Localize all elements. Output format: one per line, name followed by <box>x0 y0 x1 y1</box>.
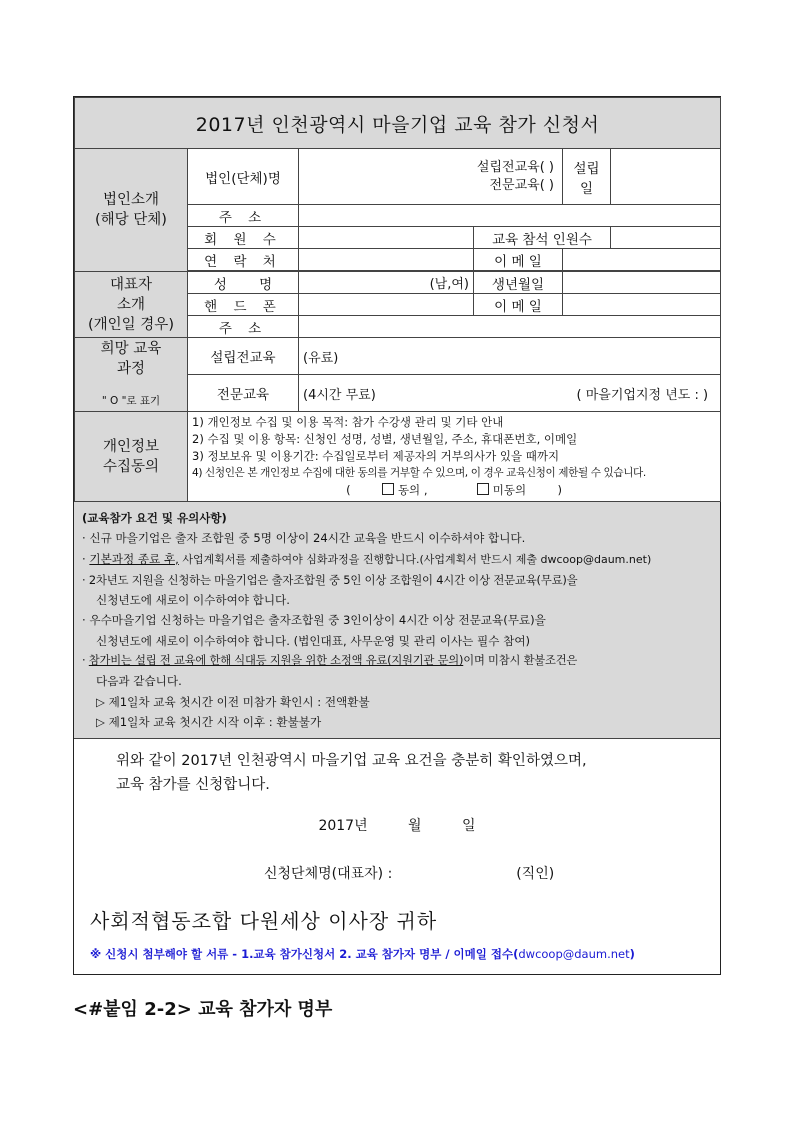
note-line: 신청년도에 새로이 이수하여야 합니다. (법인대표, 사무운영 및 관리 이사는 필수 참여) <box>96 633 531 648</box>
privacy-section-label: 개인정보 수집동의 <box>75 412 188 502</box>
disagree-checkbox[interactable] <box>477 483 489 495</box>
declaration <box>74 738 720 974</box>
disagree-label: 미동의 <box>492 483 527 497</box>
pre-course-label: 설립전교육 <box>188 338 299 375</box>
refund-rule: ▷ 제1일차 교육 첫시간 이전 미참가 확인시 : 전액환불 <box>96 694 370 709</box>
corp-address-field[interactable] <box>299 205 721 227</box>
gender-option[interactable]: (남,여) <box>429 277 469 292</box>
rep-address-label: 주 소 <box>188 316 299 338</box>
declaration-line: 위와 같이 2017년 인천광역시 마을기업 교육 요건을 충분히 확인하였으며, <box>116 753 587 770</box>
privacy-item: 4) 신청인은 본 개인정보 수집에 대한 동의를 거부할 수 있으며, 이 경우 교육신청이 제한될 수 있습니다. <box>192 467 646 479</box>
privacy-item: 3) 정보보유 및 이용기간: 수집일로부터 제공자의 거부의사가 있을 때까지 <box>192 449 560 463</box>
applicant-signature <box>86 863 708 883</box>
note-line: · 기본과정 종료 후, 사업계획서를 제출하여야 심화과정을 진행합니다.(사업계획서 반드시 제출 dwcoop@daum.net) <box>82 551 652 566</box>
corp-name-field[interactable] <box>299 149 563 205</box>
privacy-item: 2) 수집 및 이용 항목: 신청인 성명, 성별, 생년월일, 주소, 휴대폰번호, 이메일 <box>192 432 578 446</box>
birth-field[interactable] <box>563 272 721 294</box>
refund-rule: ▷ 제1일차 교육 첫시간 시작 이후 : 환불불가 <box>96 714 322 729</box>
application-date[interactable]: 2017년 월 일 <box>318 818 476 835</box>
notes-heading: (교육참가 요건 및 유의사항) <box>82 511 227 525</box>
rep-name-label: 성 명 <box>188 272 299 294</box>
pro-course-label: 전문교육 <box>188 375 299 412</box>
corp-section-label: 법인소개 (해당 단체) <box>75 149 188 272</box>
designation-year: ( 마을기업지정 년도 : ) <box>576 387 709 403</box>
corp-name-label: 법인(단체)명 <box>188 149 299 205</box>
note-line: · 우수마을기업 신청하는 마을기업은 출자조합원 중 3인이상이 4시간 이상 전문교육(무료)을 <box>82 613 546 628</box>
rep-section-label: 대표자 소개 (개인일 경우) <box>75 272 188 338</box>
pro-course-field[interactable] <box>299 375 721 412</box>
pre-course-fee: (유료) <box>303 350 339 366</box>
pro-course-fee: (4시간 무료) <box>303 387 376 403</box>
form-title: 2017년 인천광역시 마을기업 교육 참가 신청서 <box>75 98 721 149</box>
privacy-consent-list <box>188 412 721 502</box>
declaration-line: 교육 참가를 신청합니다. <box>116 777 270 794</box>
corp-email-label: 이 메 일 <box>474 249 563 271</box>
requirements-notes <box>74 502 720 738</box>
agree-checkbox[interactable] <box>382 483 394 495</box>
founding-date-label: 설립일 <box>563 149 611 205</box>
note-line: 다음과 같습니다. <box>96 674 182 689</box>
addressee: 사회적협동조합 다원세상 이사장 귀하 <box>90 909 438 934</box>
attachments-note: ※ 신청시 첨부해야 할 서류 - 1.교육 참가신청서 2. 교육 참가자 명부 / 이메일 접수(dwcoop@daum.net) <box>90 947 635 962</box>
birth-label: 생년월일 <box>474 272 563 294</box>
corp-address-label: 주 소 <box>188 205 299 227</box>
mark-note: " O "로 표기 <box>101 394 161 407</box>
note-line: · 신규 마을기업은 출자 조합원 중 5명 이상이 24시간 교육을 반드시 이수하셔야 합니다. <box>82 531 526 546</box>
note-line: · 참가비는 설립 전 교육에 한해 식대등 지원을 위한 소정액 유료(지원기관 문의)이며 미참시 환불조건은 <box>82 654 578 668</box>
rep-address-field[interactable] <box>299 316 721 338</box>
attendees-label: 교육 참석 인원수 <box>474 227 611 249</box>
seal-label: (직인) <box>516 866 555 883</box>
form-table <box>74 97 721 502</box>
applicant-label: 신청단체명(대표자) : <box>264 866 393 883</box>
agree-label: 동의 , <box>397 483 428 497</box>
members-label: 회 원 수 <box>188 227 299 249</box>
appendix-heading: <#붙임 2-2> 교육 참가자 명부 <box>73 999 333 1020</box>
members-field[interactable] <box>299 227 474 249</box>
rep-phone-field[interactable] <box>299 294 474 316</box>
attendees-field[interactable] <box>611 227 721 249</box>
rep-phone-label: 핸 드 폰 <box>188 294 299 316</box>
note-line: 신청년도에 새로이 이수하여야 합니다. <box>96 593 290 608</box>
privacy-item: 1) 개인정보 수집 및 이용 목적: 참가 수강생 관리 및 기타 안내 <box>192 415 504 429</box>
corp-email-field[interactable] <box>563 249 721 271</box>
pre-course-field[interactable] <box>299 338 721 375</box>
established-pro-course: 전문교육( ) <box>489 177 554 193</box>
contact-label: 연 락 처 <box>188 249 299 271</box>
rep-name-field[interactable] <box>299 272 474 294</box>
founding-date-field[interactable] <box>611 149 721 205</box>
rep-email-field[interactable] <box>563 294 721 316</box>
established-pre-course: 설립전교육( ) <box>476 159 554 175</box>
consent-choice: ( 동의 , 미동의 ) <box>346 483 562 497</box>
course-section-label: 희망 교육 과정 " O "로 표기 <box>75 338 188 412</box>
submission-email[interactable]: dwcoop@daum.net <box>518 947 630 962</box>
rep-email-label: 이 메 일 <box>474 294 563 316</box>
note-line: · 2차년도 지원을 신청하는 마을기업은 출자조합원 중 5인 이상 조합원이 4시간 이상 전문교육(무료)을 <box>82 572 578 587</box>
contact-field[interactable] <box>299 249 474 271</box>
application-form <box>73 96 721 975</box>
